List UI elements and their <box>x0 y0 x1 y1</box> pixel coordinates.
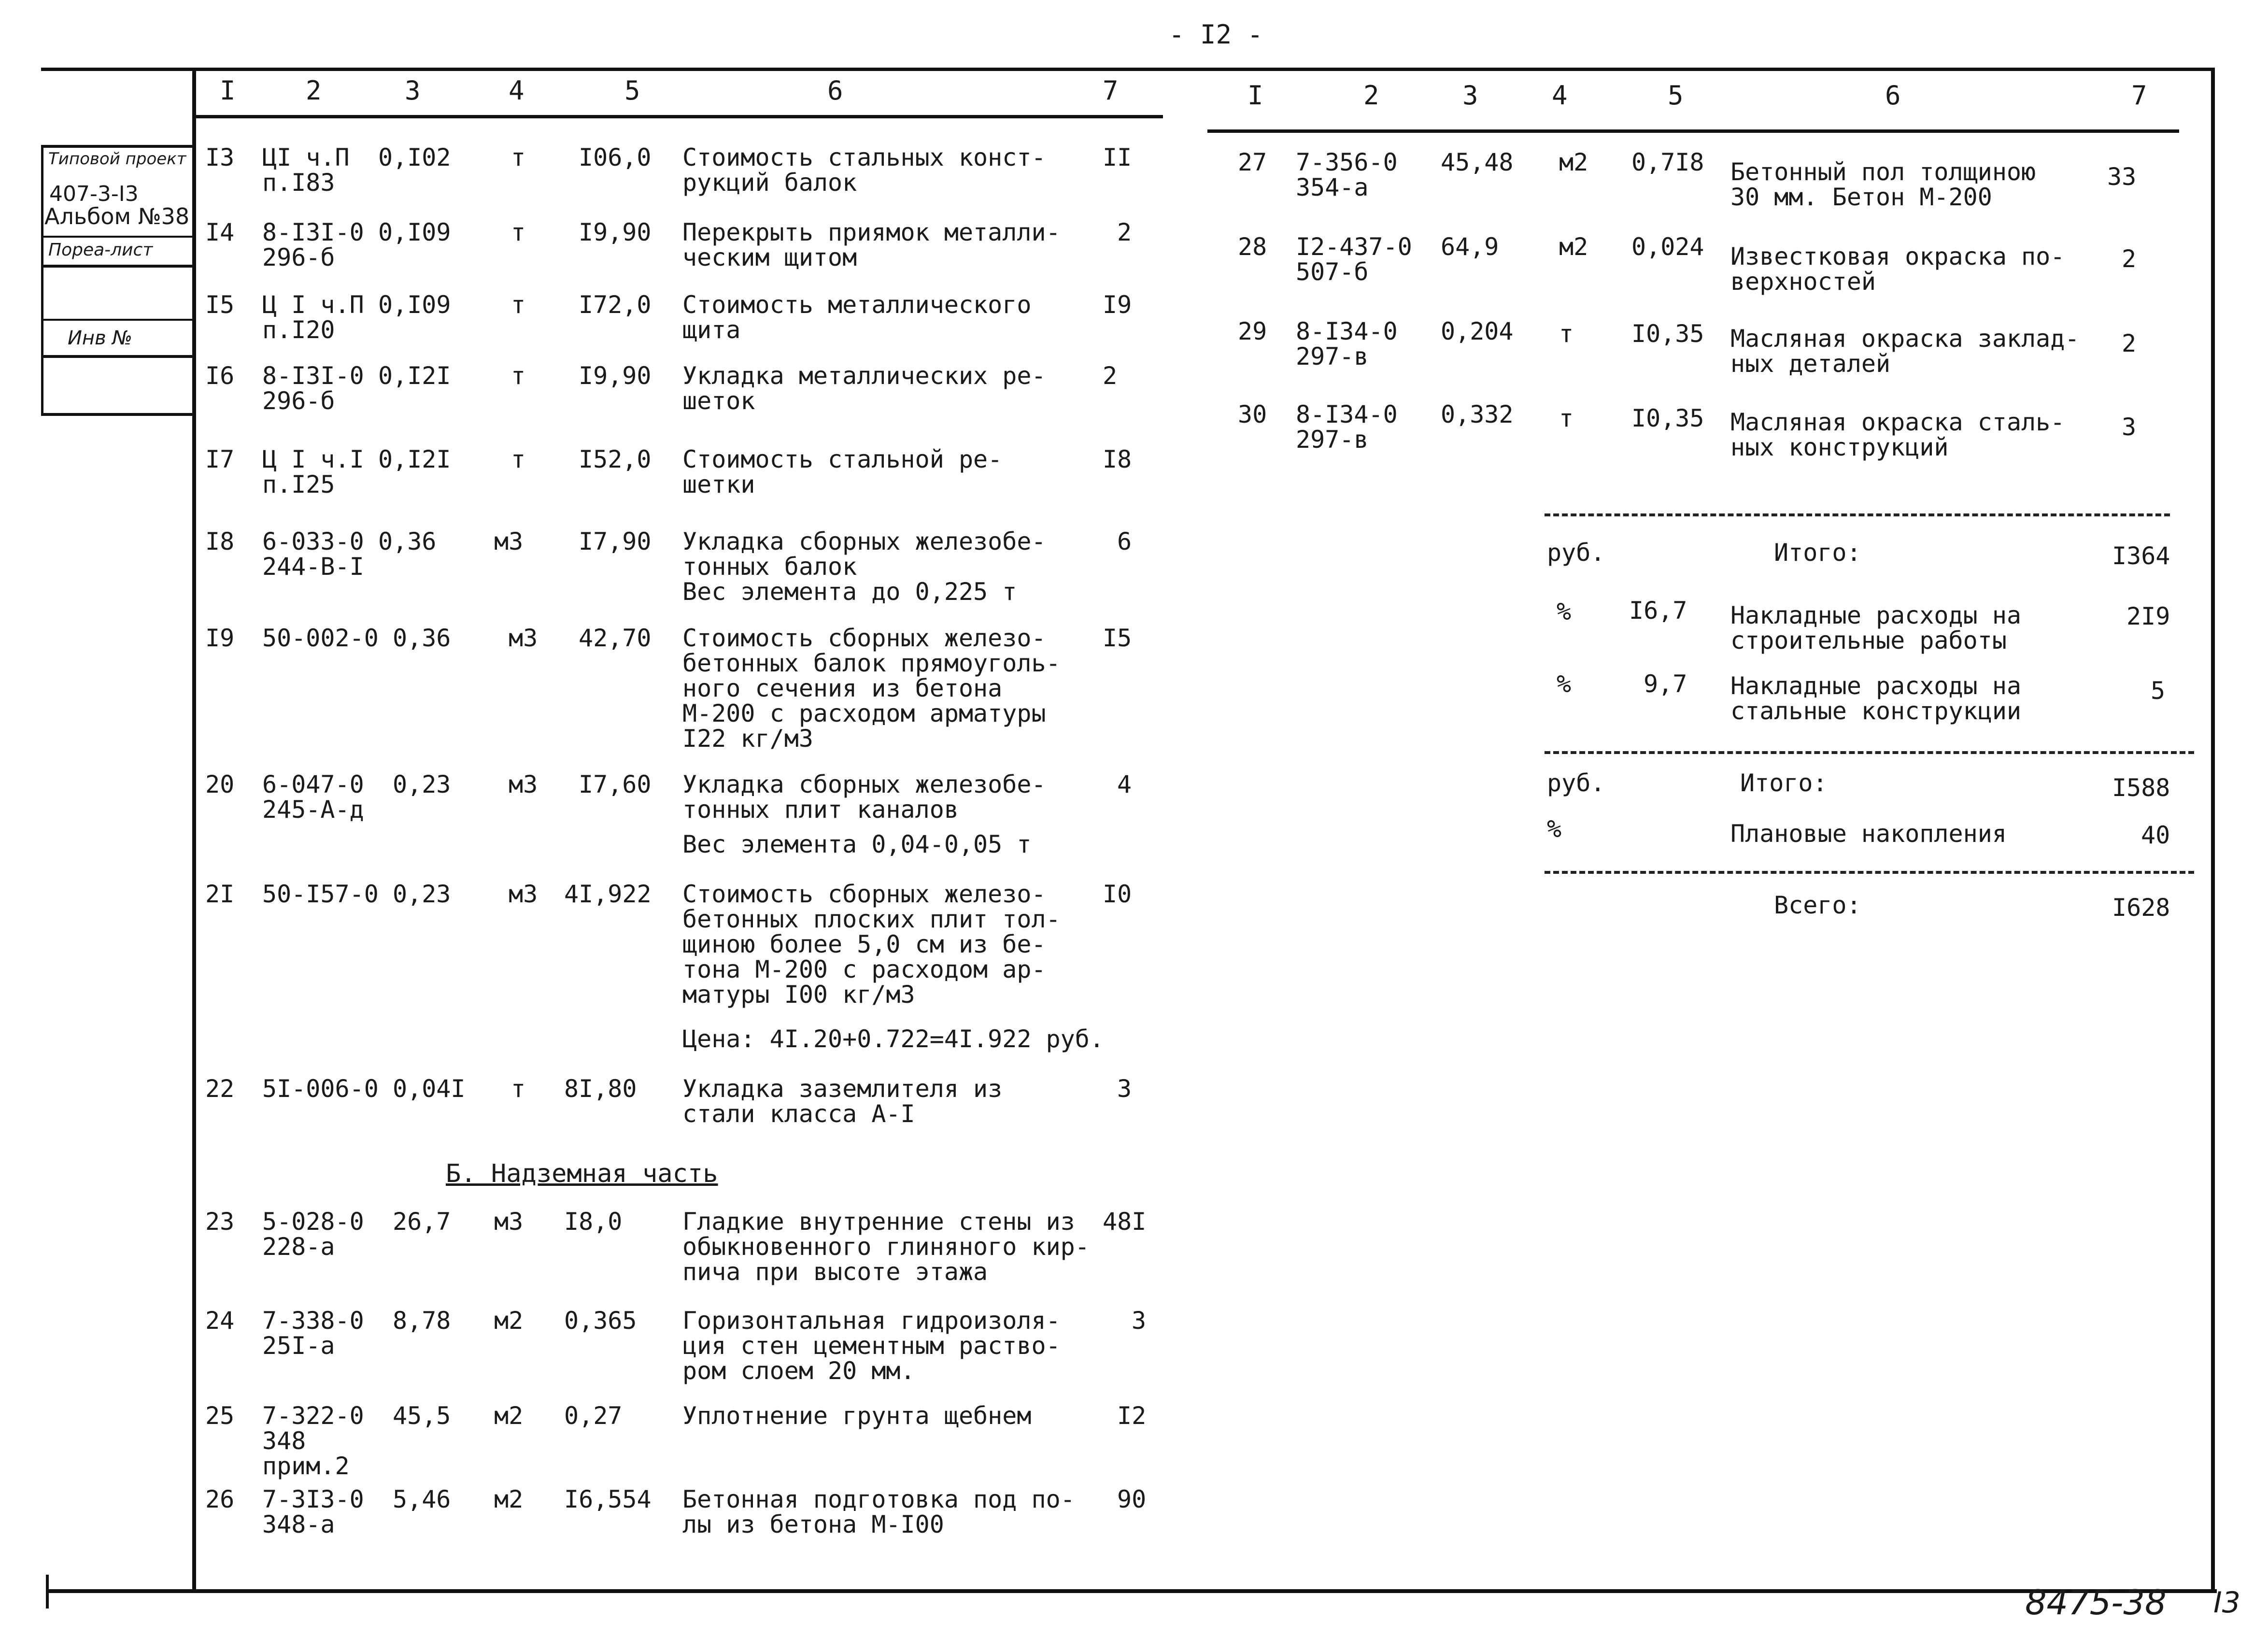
table-row-13-qty: 0,I02 <box>378 143 451 171</box>
table-row-13-code: ЦI ч.П п.I83 <box>262 143 350 197</box>
table-row-24-desc: Горизонтальная гидроизоля- ция стен цементным раство- ром слоем 20 мм. <box>682 1307 1061 1385</box>
totals-percent-1: % <box>1557 598 1572 626</box>
table-row-26-unit: м2 <box>494 1485 524 1513</box>
left-header-underline <box>196 115 1163 118</box>
table-row-25-total: I2 <box>1117 1402 1147 1430</box>
table-row-19-desc: Стоимость сборных железо- бетонных балок прямоуголь- ного сечения из бетона М-200 с расходом арматуры I22 кг/м3 <box>682 624 1061 753</box>
totals-plan-label: Плановые накопления <box>1730 820 2007 848</box>
table-row-20-price: I7,60 <box>579 770 652 798</box>
table-row-19-num: I9 <box>205 624 235 652</box>
table-row-13-price: I06,0 <box>579 143 652 171</box>
table-row-14-num: I4 <box>205 218 235 246</box>
totals-overhead-2-label: Накладные расходы на стальные конструкции <box>1730 672 2022 725</box>
left-col-header-2: 2 <box>306 75 322 106</box>
table-row-27-code: 7-356-0 354-а <box>1296 148 1398 201</box>
table-row-17-code: Ц I ч.I п.I25 <box>262 445 364 498</box>
table-row-19-total: I5 <box>1103 624 1132 652</box>
frame-right-rule <box>2211 68 2215 1593</box>
totals-rub-2: руб. <box>1547 769 1605 797</box>
table-row-13-unit: т <box>511 143 526 171</box>
stamp-line-4 <box>41 319 192 321</box>
table-row-15-num: I5 <box>205 291 235 319</box>
table-row-27-qty: 45,48 <box>1441 148 1514 176</box>
totals-overhead-2-value: 5 <box>2151 677 2166 705</box>
left-col-header-5: 5 <box>624 75 640 106</box>
table-row-30-unit: т <box>1559 404 1574 432</box>
table-row-20-total: 4 <box>1117 770 1132 798</box>
left-col-header-3: 3 <box>405 75 421 106</box>
table-row-18-qty: 0,36 <box>378 527 437 555</box>
table-row-27-price: 0,7I8 <box>1631 148 1704 176</box>
totals-overhead-1-label: Накладные расходы на строительные работы <box>1730 601 2022 655</box>
table-row-13-total: II <box>1103 143 1132 171</box>
table-row-23-price: I8,0 <box>564 1208 623 1236</box>
table-row-28-code: I2-437-0 507-б <box>1296 233 1412 286</box>
table-row-26-qty: 5,46 <box>393 1485 451 1513</box>
table-row-14-desc: Перекрыть приямок металли- ческим щитом <box>682 218 1061 271</box>
table-row-18-code: 6-033-0 244-В-I <box>262 527 364 581</box>
table-row-17-qty: 0,I2I <box>378 445 451 473</box>
table-row-21-unit: м3 <box>509 880 538 908</box>
left-col-header-6: 6 <box>827 75 843 106</box>
table-row-17-price: I52,0 <box>579 445 652 473</box>
table-row-16-unit: т <box>511 362 526 390</box>
table-row-21-code: 50-I57-0 <box>262 880 379 908</box>
table-row-20-desc-note: Вес элемента 0,04-0,05 т <box>682 830 1032 858</box>
table-row-17-unit: т <box>511 445 526 473</box>
footer-document-number: 8475-38 <box>2025 1583 2167 1623</box>
table-row-21-total: I0 <box>1103 880 1132 908</box>
stamp-line-2 <box>41 236 192 238</box>
table-row-16-qty: 0,I2I <box>378 362 451 390</box>
table-row-28-num: 28 <box>1238 233 1267 261</box>
table-row-13-num: I3 <box>205 143 235 171</box>
table-row-18-unit: м3 <box>494 527 524 555</box>
table-row-28-total: 2 <box>2122 245 2137 273</box>
table-row-21-desc: Стоимость сборных железо- бетонных плоских плит тол- щиною более 5,0 см из бе- тона М-200 с расходом ар- матуры I00 кг/м3 <box>682 880 1061 1009</box>
stamp-sheet: Пореа-лист <box>48 240 153 260</box>
table-row-18-desc: Укладка сборных железобе- тонных балок Вес элемента до 0,225 т <box>682 527 1046 606</box>
table-row-17-num: I7 <box>205 445 235 473</box>
table-row-14-total: 2 <box>1117 218 1132 246</box>
table-row-13-desc: Стоимость стальных конст- рукций балок <box>682 143 1046 197</box>
table-row-26-num: 26 <box>205 1485 235 1513</box>
table-row-30-total: 3 <box>2122 413 2137 441</box>
table-row-28-qty: 64,9 <box>1441 233 1499 261</box>
table-row-21-qty: 0,23 <box>393 880 451 908</box>
table-row-25-qty: 45,5 <box>393 1402 451 1430</box>
totals-divider-1 <box>1545 513 2170 516</box>
stamp-left-edge <box>41 145 43 415</box>
right-col-header-2: 2 <box>1363 80 1379 111</box>
frame-top-rule <box>41 68 2214 71</box>
totals-itogo-1-value: I364 <box>2112 542 2170 570</box>
left-col-header-1: I <box>220 75 236 106</box>
totals-overhead-1-value: 2I9 <box>2126 602 2170 630</box>
table-row-15-qty: 0,I09 <box>378 291 451 319</box>
table-row-19-qty: 0,36 <box>393 624 451 652</box>
table-row-19-unit: м3 <box>509 624 538 652</box>
frame-left-rule <box>192 68 196 1593</box>
table-row-14-qty: 0,I09 <box>378 218 451 246</box>
table-row-23-code: 5-028-0 228-а <box>262 1208 364 1261</box>
table-row-24-unit: м2 <box>494 1307 524 1335</box>
right-col-header-4: 4 <box>1552 80 1568 111</box>
totals-itogo-2-value: I588 <box>2112 774 2170 802</box>
table-row-24-price: 0,365 <box>564 1307 637 1335</box>
table-row-17-total: I8 <box>1103 445 1132 473</box>
table-row-23-num: 23 <box>205 1208 235 1236</box>
table-row-23-qty: 26,7 <box>393 1208 451 1236</box>
table-row-29-price: I0,35 <box>1631 320 1704 348</box>
stamp-line-6 <box>41 413 192 416</box>
table-row-25-num: 25 <box>205 1402 235 1430</box>
table-row-24-total: 3 <box>1132 1307 1147 1335</box>
footer-sheet-number: I3 <box>2213 1586 2240 1620</box>
table-row-15-code: Ц I ч.П п.I20 <box>262 291 364 344</box>
right-col-header-3: 3 <box>1462 80 1478 111</box>
table-row-18-total: 6 <box>1117 527 1132 555</box>
table-row-29-total: 2 <box>2122 329 2137 357</box>
table-row-20-desc: Укладка сборных железобе- тонных плит каналов <box>682 770 1046 824</box>
table-row-26-total: 90 <box>1117 1485 1147 1513</box>
table-row-14-code: 8-I3I-0 296-б <box>262 218 364 271</box>
table-row-25-price: 0,27 <box>564 1402 623 1430</box>
table-row-27-desc: Бетонный пол толщиною 30 мм. Бетон М-200 <box>1730 158 2036 211</box>
table-row-27-total: 33 <box>2107 163 2137 191</box>
table-row-23-total: 48I <box>1103 1208 1147 1236</box>
table-row-16-code: 8-I3I-0 296-б <box>262 362 364 415</box>
totals-itogo-2-label: Итого: <box>1740 769 1828 797</box>
table-row-26-code: 7-3I3-0 348-а <box>262 1485 364 1538</box>
table-row-22-num: 22 <box>205 1075 235 1103</box>
table-row-30-price: I0,35 <box>1631 404 1704 432</box>
table-row-25-desc: Уплотнение грунта щебнем <box>682 1402 1032 1430</box>
table-row-18-price: I7,90 <box>579 527 652 555</box>
table-row-14-unit: т <box>511 218 526 246</box>
page-number: - I2 - <box>1169 19 1263 50</box>
table-row-21-num: 2I <box>205 880 235 908</box>
table-row-20-qty: 0,23 <box>393 770 451 798</box>
outer-left-rule <box>46 1575 49 1609</box>
totals-divider-3 <box>1545 871 2194 874</box>
table-row-20-code: 6-047-0 245-А-д <box>262 770 364 824</box>
table-row-18-num: I8 <box>205 527 235 555</box>
table-row-28-desc: Известковая окраска по- верхностей <box>1730 242 2065 296</box>
stamp-inventory: Инв № <box>68 327 132 349</box>
totals-percent-3: % <box>1547 815 1562 843</box>
table-row-30-desc: Масляная окраска сталь- ных конструкций <box>1730 408 2065 461</box>
table-row-15-total: I9 <box>1103 291 1132 319</box>
table-row-21-price-note: Цена: 4I.20+0.722=4I.922 руб. <box>682 1025 1104 1053</box>
table-row-16-total: 2 <box>1103 362 1118 390</box>
table-row-23-desc: Гладкие внутренние стены из обыкновенного глиняного кир- пича при высоте этажа <box>682 1208 1090 1286</box>
table-row-30-code: 8-I34-0 297-в <box>1296 400 1398 454</box>
table-row-26-price: I6,554 <box>564 1485 652 1513</box>
table-row-27-unit: м2 <box>1559 148 1588 176</box>
totals-percent-2: % <box>1557 670 1572 698</box>
left-col-header-4: 4 <box>509 75 524 106</box>
table-row-27-num: 27 <box>1238 148 1267 176</box>
right-col-header-6: 6 <box>1885 80 1901 111</box>
table-row-25-code: 7-322-0 348 прим.2 <box>262 1402 364 1480</box>
totals-total-label: Всего: <box>1774 891 1861 919</box>
right-header-underline <box>1207 129 2179 133</box>
table-row-28-unit: м2 <box>1559 233 1588 261</box>
table-row-22-qty: 0,04I <box>393 1075 466 1103</box>
table-row-15-price: I72,0 <box>579 291 652 319</box>
table-row-20-num: 20 <box>205 770 235 798</box>
table-row-15-unit: т <box>511 291 526 319</box>
table-row-15-desc: Стоимость металлического щита <box>682 291 1032 344</box>
stamp-album: Альбом №38 <box>44 203 190 229</box>
totals-plan-value: 40 <box>2141 821 2170 849</box>
totals-itogo-1-label: Итого: <box>1774 539 1861 567</box>
stamp-line-1 <box>41 145 192 148</box>
totals-rub-1: руб. <box>1547 539 1605 567</box>
table-row-20-unit: м3 <box>509 770 538 798</box>
stamp-project-code: 407-3-I3 <box>49 182 139 206</box>
table-row-29-desc: Масляная окраска заклад- ных деталей <box>1730 325 2080 378</box>
table-row-23-unit: м3 <box>494 1208 524 1236</box>
table-row-29-num: 29 <box>1238 317 1267 345</box>
table-row-19-price: 42,70 <box>579 624 652 652</box>
totals-divider-2 <box>1545 751 2194 754</box>
stamp-line-5 <box>41 355 192 358</box>
table-row-24-num: 24 <box>205 1307 235 1335</box>
table-row-19-code: 50-002-0 <box>262 624 379 652</box>
right-col-header-5: 5 <box>1668 80 1684 111</box>
table-row-28-price: 0,024 <box>1631 233 1704 261</box>
table-row-29-qty: 0,204 <box>1441 317 1514 345</box>
table-row-16-price: I9,90 <box>579 362 652 390</box>
table-row-29-code: 8-I34-0 297-в <box>1296 317 1398 370</box>
left-col-header-7: 7 <box>1103 75 1119 106</box>
stamp-line-3 <box>41 265 192 268</box>
table-row-24-qty: 8,78 <box>393 1307 451 1335</box>
table-row-30-num: 30 <box>1238 400 1267 428</box>
totals-percent-1-value: I6,7 <box>1629 597 1687 625</box>
table-row-22-desc: Укладка заземлителя из стали класса А-I <box>682 1075 1003 1128</box>
frame-bottom-rule <box>48 1589 2217 1593</box>
table-row-14-price: I9,90 <box>579 218 652 246</box>
totals-percent-2-value: 9,7 <box>1644 670 1687 698</box>
table-row-25-unit: м2 <box>494 1402 524 1430</box>
table-row-17-desc: Стоимость стальной ре- шетки <box>682 445 1003 498</box>
table-row-26-desc: Бетонная подготовка под по- лы из бетона М-I00 <box>682 1485 1075 1538</box>
table-row-22-total: 3 <box>1117 1075 1132 1103</box>
table-row-30-qty: 0,332 <box>1441 400 1514 428</box>
right-col-header-7: 7 <box>2131 80 2147 111</box>
table-row-22-code: 5I-006-0 <box>262 1075 379 1103</box>
table-row-16-desc: Укладка металлических ре- шеток <box>682 362 1046 415</box>
table-row-22-unit: т <box>511 1075 526 1103</box>
right-col-header-1: I <box>1247 80 1263 111</box>
stamp-project-type: Типовой проект <box>48 149 186 169</box>
table-row-21-price: 4I,922 <box>564 880 652 908</box>
table-row-16-num: I6 <box>205 362 235 390</box>
table-row-24-code: 7-338-0 25I-а <box>262 1307 364 1360</box>
table-row-22-price: 8I,80 <box>564 1075 637 1103</box>
section-title: Б. Надземная часть <box>446 1159 718 1188</box>
totals-total-value: I628 <box>2112 894 2170 922</box>
table-row-29-unit: т <box>1559 320 1574 348</box>
